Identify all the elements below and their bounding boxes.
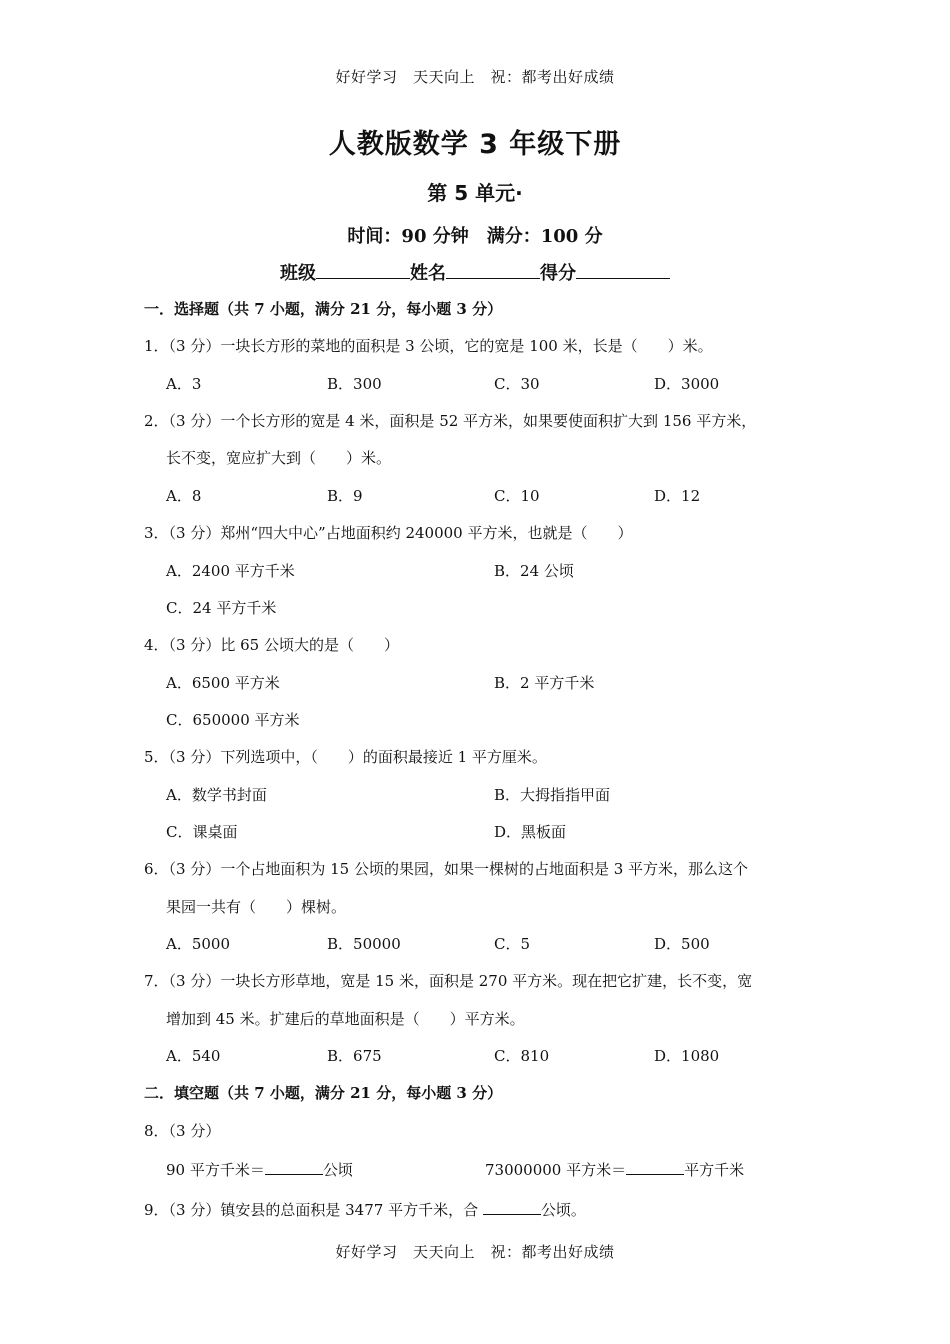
name-blank[interactable]	[446, 264, 540, 279]
question-6-cont: 果园一共有（ ）棵树。	[166, 898, 347, 916]
section-heading-choice: 一．选择题（共 7 小题，满分 21 分，每小题 3 分）	[144, 300, 503, 318]
q8-fill-b	[485, 1159, 744, 1180]
q3-option-c[interactable]: C．24 平方千米	[166, 599, 277, 617]
q4-option-b[interactable]: B．2 平方千米	[494, 674, 595, 692]
class-label: 班级	[280, 263, 316, 284]
q5-option-c[interactable]: C．课桌面	[166, 823, 238, 841]
q8-fill-a-prefix: 90 平方千米＝	[166, 1161, 265, 1179]
q7-option-d[interactable]: D．1080	[654, 1047, 720, 1065]
q6-option-d[interactable]: D．500	[654, 935, 710, 953]
page-header: 好好学习 天天向上 祝：都考出好成绩	[335, 68, 615, 86]
q1-option-a[interactable]: A．3	[166, 375, 202, 393]
q9-blank[interactable]	[483, 1200, 541, 1215]
q1-option-d[interactable]: D．3000	[654, 375, 720, 393]
question-2: 2．（3 分）一个长方形的宽是 4 米，面积是 52 平方米，如果要使面积扩大到 156 平方米，	[144, 412, 757, 430]
q7-option-c[interactable]: C．810	[494, 1047, 550, 1065]
class-blank[interactable]	[316, 264, 410, 279]
q9-suffix: 公顷。	[540, 1201, 586, 1219]
q5-option-a[interactable]: A．数学书封面	[166, 786, 267, 804]
q6-option-c[interactable]: C．5	[494, 935, 531, 953]
q8-blank-b[interactable]	[626, 1160, 684, 1175]
question-9	[144, 1199, 586, 1220]
q3-option-b[interactable]: B．24 公顷	[494, 562, 574, 580]
q5-option-d[interactable]: D．黑板面	[494, 823, 567, 841]
q5-option-b[interactable]: B．大拇指指甲面	[494, 786, 611, 804]
q4-option-a[interactable]: A．6500 平方米	[166, 674, 280, 692]
q8-fill-a-suffix: 公顷	[322, 1161, 353, 1179]
student-fields	[0, 259, 950, 285]
q8-fill-a	[166, 1159, 353, 1180]
q8-fill-b-prefix: 73000000 平方米＝	[485, 1161, 627, 1179]
question-7-cont: 增加到 45 米。扩建后的草地面积是（ ）平方米。	[166, 1010, 525, 1028]
q7-option-a[interactable]: A．540	[166, 1047, 221, 1065]
score-label: 得分	[540, 263, 576, 284]
question-6: 6．（3 分）一个占地面积为 15 公顷的果园，如果一棵树的占地面积是 3 平方米，那么这个	[144, 860, 749, 878]
section-heading-fill: 二．填空题（共 7 小题，满分 21 分，每小题 3 分）	[144, 1084, 503, 1102]
q1-option-b[interactable]: B．300	[327, 375, 382, 393]
q6-option-a[interactable]: A．5000	[166, 935, 231, 953]
question-2-cont: 长不变，宽应扩大到（ ）米。	[166, 449, 392, 467]
question-1: 1．（3 分）一块长方形的菜地的面积是 3 公顷，它的宽是 100 米，长是（ ）米。	[144, 337, 713, 355]
question-8: 8．（3 分）	[144, 1122, 221, 1140]
q8-blank-a[interactable]	[265, 1160, 323, 1175]
page-title: 人教版数学 3 年级下册	[328, 129, 622, 160]
q6-option-b[interactable]: B．50000	[327, 935, 401, 953]
q2-option-d[interactable]: D．12	[654, 487, 701, 505]
q3-option-a[interactable]: A．2400 平方千米	[166, 562, 295, 580]
unit-subtitle: 第 5 单元·	[427, 181, 523, 205]
q8-fill-b-suffix: 平方千米	[684, 1161, 745, 1179]
name-label: 姓名	[410, 263, 446, 284]
q9-prefix: 9．（3 分）镇安县的总面积是 3477 平方千米，合	[144, 1201, 483, 1219]
exam-info: 时间：90 分钟 满分：100 分	[347, 226, 603, 247]
question-4: 4．（3 分）比 65 公顷大的是（ ）	[144, 636, 399, 654]
q7-option-b[interactable]: B．675	[327, 1047, 382, 1065]
q4-option-c[interactable]: C．650000 平方米	[166, 711, 300, 729]
q2-option-c[interactable]: C．10	[494, 487, 540, 505]
question-7: 7．（3 分）一块长方形草地，宽是 15 米，面积是 270 平方米。现在把它扩建，长不变，宽	[144, 972, 753, 990]
page-footer: 好好学习 天天向上 祝：都考出好成绩	[335, 1243, 615, 1261]
q2-option-a[interactable]: A．8	[166, 487, 202, 505]
q1-option-c[interactable]: C．30	[494, 375, 540, 393]
question-3: 3．（3 分）郑州“四大中心”占地面积约 240000 平方米，也就是（ ）	[144, 524, 633, 542]
q2-option-b[interactable]: B．9	[327, 487, 363, 505]
score-blank[interactable]	[576, 264, 670, 279]
question-5: 5．（3 分）下列选项中，（ ）的面积最接近 1 平方厘米。	[144, 748, 547, 766]
